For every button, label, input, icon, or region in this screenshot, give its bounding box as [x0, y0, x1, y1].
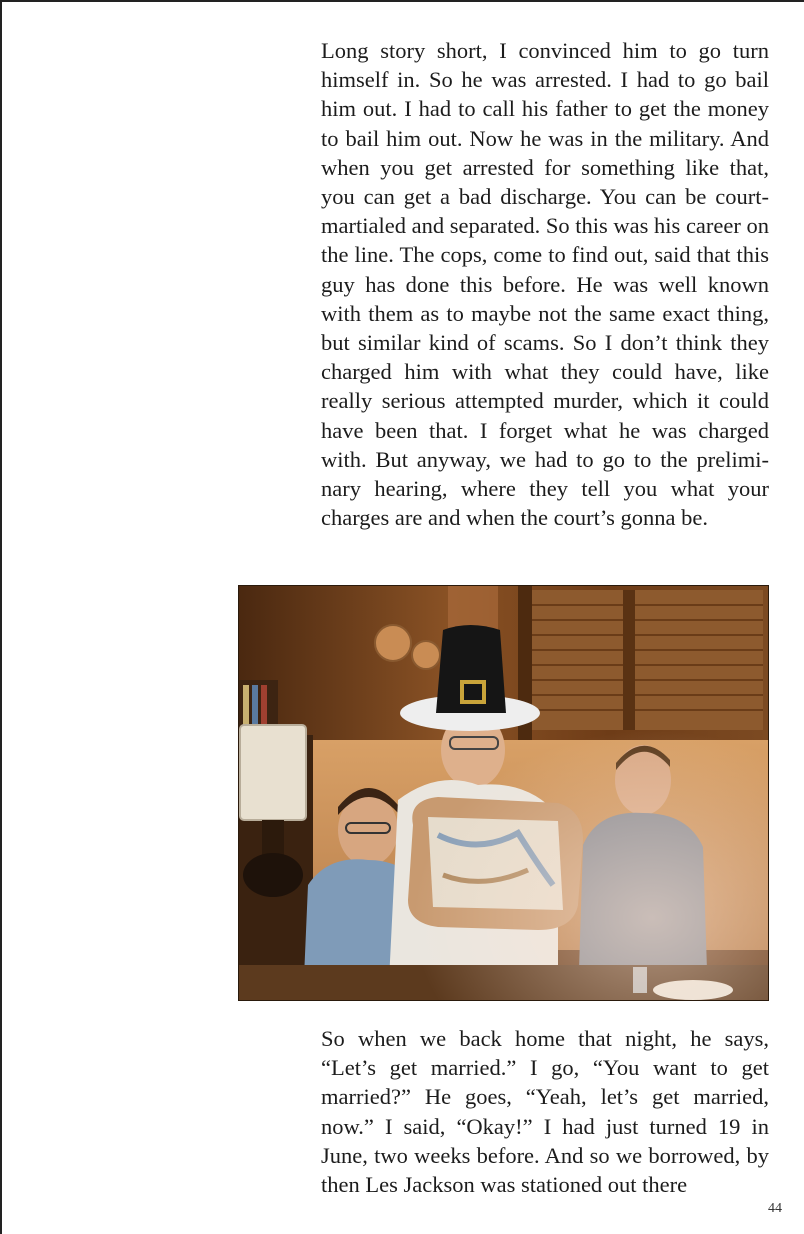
- photograph: [238, 585, 769, 1001]
- body-paragraph-top: Long story short, I convinced him to go turn himself in. So he was arrested. I had to go bail him out. I had to call his father to get the money to bail him out. Now he was in the military. And when you get arrested for something like that, you can get a bad discharge. You can be court-martialed and separated. So this was his career on the line. The cops, come to find out, said that this guy has done this before. He was well known with them as to maybe not the same exact thing, but similar kind of scams. So I don’t think they charged him with what they could have, like really serious attempted murder, which it could have been that. I forget what he was charged with. But anyway, we had to go to the preliminary hearing, where they tell you what your charges are and when the court’s gonna be.: [321, 38, 769, 531]
- photograph-icon: [238, 585, 769, 1001]
- body-paragraph-bottom: So when we back home that night, he says, “Let’s get married.” I go, “You want to get married?” He goes, “Yeah, let’s get married, now.” I said, “Okay!” I had just turned 19 in June, two weeks before. And so we borrowed, by then Les Jackson was stationed out there: [321, 1026, 769, 1198]
- page-number: 44: [768, 1201, 782, 1216]
